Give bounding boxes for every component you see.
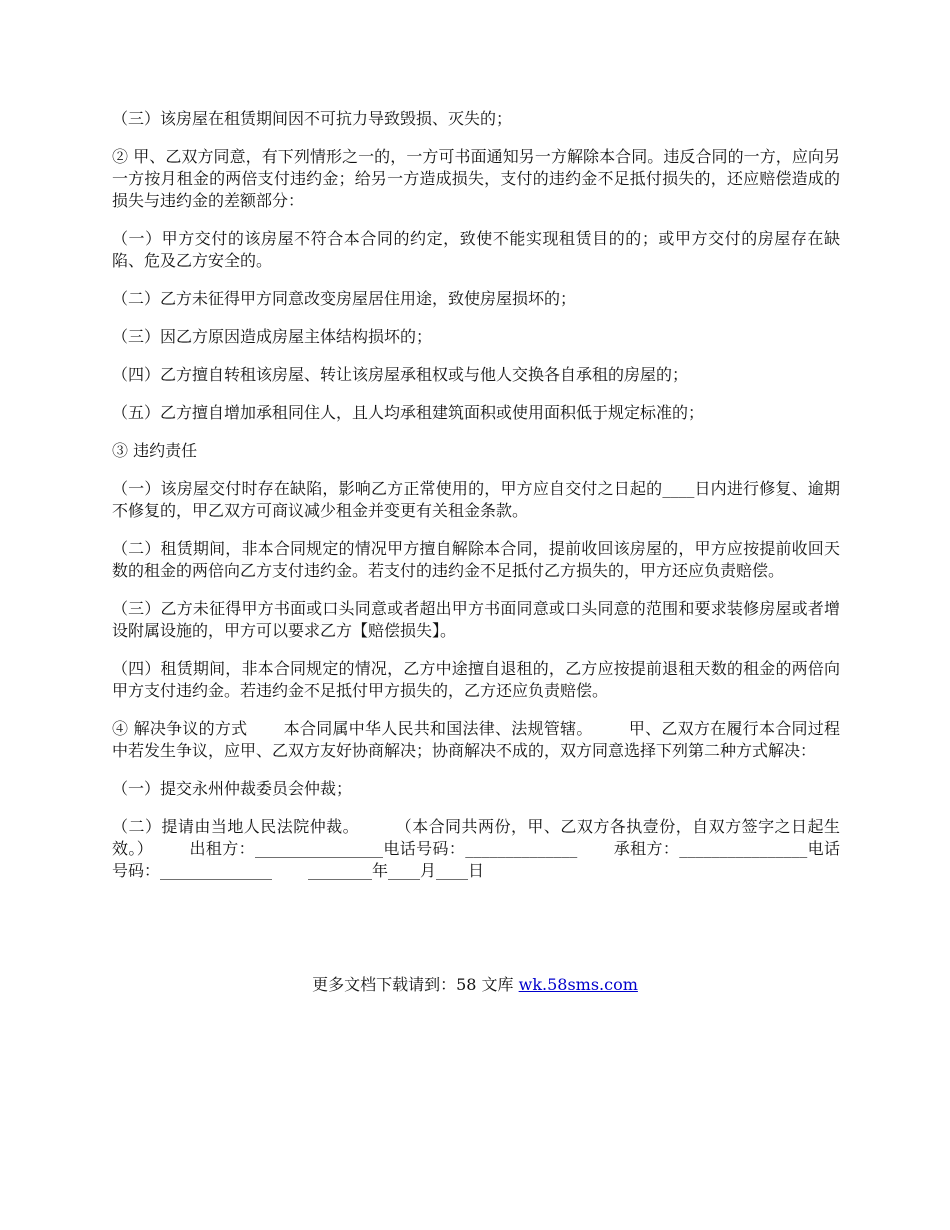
termination-item-2: （二）乙方未征得甲方同意改变房屋居住用途，致使房屋损坏的； xyxy=(112,289,577,308)
footer-link[interactable]: wk.58sms.com xyxy=(518,975,638,994)
lessee-signature-line: 承租方：________________电话号码：______________ xyxy=(112,839,840,880)
signature-block xyxy=(112,816,840,882)
clause-termination-intro: ② 甲、乙双方同意，有下列情形之一的，一方可书面通知另一方解除本合同。违反合同的一方，应向另一方按月租金的两倍支付违约金；给另一方造成损失，支付的违约金不足抵付损失的，还应赔偿造成的损失与违约金的差额部分： xyxy=(112,147,840,210)
liability-item-2: （二）租赁期间，非本合同规定的情况甲方擅自解除本合同，提前收回该房屋的，甲方应按提前收回天数的租金的两倍向乙方支付违约金。若支付的违约金不足抵付乙方损失的，甲方还应负责赔偿。 xyxy=(112,539,840,580)
termination-item-4: （四）乙方擅自转租该房屋、转让该房屋承租权或与他人交换各自承租的房屋的； xyxy=(112,365,689,384)
lessor-signature-line: 出租方：________________电话号码：______________ xyxy=(189,839,578,858)
dispute-heading: ④ 解决争议的方式 xyxy=(112,719,248,738)
dispute-option-1: （一）提交永州仲裁委员会仲裁； xyxy=(112,779,353,798)
footer-prefix: 更多文档下载请到：58 文库 xyxy=(312,975,519,994)
clause-force-majeure: （三）该房屋在租赁期间因不可抗力导致毁损、灭失的； xyxy=(112,109,513,128)
liability-item-1: （一）该房屋交付时存在缺陷，影响乙方正常使用的，甲方应自交付之日起的____日内进行修复、逾期不修复的，甲乙双方可商议减少租金并变更有关租金条款。 xyxy=(112,479,840,520)
termination-item-3: （三）因乙方原因造成房屋主体结构损坏的； xyxy=(112,327,433,346)
liability-item-4: （四）租赁期间，非本合同规定的情况，乙方中途擅自退租的，乙方应按提前退租天数的租金的两倍向甲方支付违约金。若违约金不足抵付甲方损失的，乙方还应负责赔偿。 xyxy=(112,659,840,700)
dispute-method-text: 甲、乙双方在履行本合同过程中若发生争议，应甲、乙双方友好协商解决；协商解决不成的，双方同意选择下列第二种方式解决： xyxy=(112,719,840,760)
liability-item-3: （三）乙方未征得甲方书面或口头同意或者超出甲方书面同意或口头同意的范围和要求装修房屋或者增设附属设施的，甲方可以要求乙方【赔偿损失】。 xyxy=(112,599,840,640)
dispute-option-2: （二）提请由当地人民法院仲裁。 xyxy=(112,817,360,836)
copies-note: （本合同共两份，甲、乙双方各执壹份，自双方签字之日起生效。） xyxy=(112,817,840,858)
termination-item-5: （五）乙方擅自增加承租同住人，且人均承租建筑面积或使用面积低于规定标准的； xyxy=(112,403,705,422)
jurisdiction-text: 本合同属中华人民共和国法律、法规管辖。 xyxy=(283,719,593,738)
document-body xyxy=(112,108,840,902)
footer xyxy=(0,974,950,996)
section-heading-liability: ③ 违约责任 xyxy=(112,441,198,460)
dispute-resolution-clause xyxy=(112,718,840,762)
date-line: ________年____月____日 xyxy=(308,861,485,880)
termination-item-1: （一）甲方交付的该房屋不符合本合同的约定，致使不能实现租赁目的的；或甲方交付的房屋存在缺陷、危及乙方安全的。 xyxy=(112,229,840,270)
